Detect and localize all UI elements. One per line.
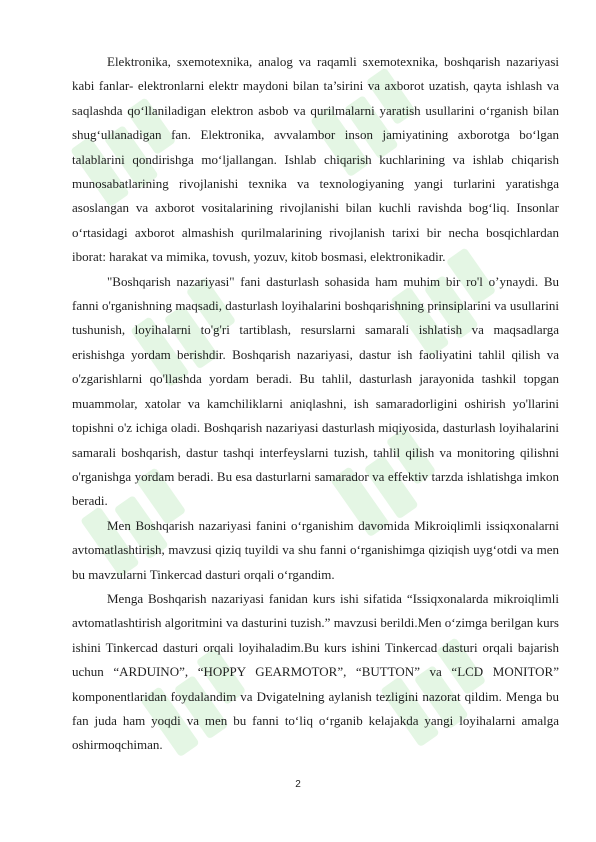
page-number: 2 [295, 779, 301, 790]
document-body [72, 50, 559, 758]
paragraph-3: Men Boshqarish nazariyasi fanini o‘rganishim davomida Mikroiqlimli issiqxonalarni avtomatlashtirish, mavzusi qiziq tuyildi va shu fanni o‘rganishimga qiziqish uyg‘otdi va men bu mavzularni Tinkercad dasturi orqali o‘rgandim. [72, 517, 559, 582]
paragraph-1: Elektronika, sxemotexnika, analog va raqamli sxemotexnika, boshqarish nazariyasi kabi fanlar- elektronlarni elektr maydoni bilan ta’sirini va axborot uzatish, qayta ishlash va saqlashda qo‘llaniladigan elektron asbob va qurilmalarni yaratish usullarini o‘rganish bilan shug‘ullanadigan fan. Elektronika, avvalambor inson jamiyatining axborotga bo‘lgan talablarini qondirishga mo‘ljallangan. Ishlab chiqarish kuchlarining va ishlab chiqarish munosabatlarining rivojlanishi texnika va texnologiyaning yangi turlarini yaratishga asoslangan va axborot vositalarining rivojlanishi bilan kuchli ravishda bog‘liq. Insonlar o‘rtasidagi axborot almashish qurilmalarining rivojlanish tarixi bir necha bosqichlardan iborat: harakat va mimika, tovush, yozuv, kitob bosmasi, elektronikadir. [72, 54, 559, 265]
paragraph-2: "Boshqarish nazariyasi" fani dasturlash sohasida ham muhim bir ro'l o’ynaydi. Bu fanni o'rganishning maqsadi, dasturlash loyihalarini boshqarishning prinsiplarini va usullarini tushunish, loyihalarni to'g'ri tartiblash, resurslarni samarali ishlatish va maqsadlarga erishishga yordam berishdir. Boshqarish nazariyasi, dastur ish faoliyatini tahlil qilish va o'zgarishlarni qo'llashda yordam beradi. Bu tahlil, dasturlash jarayonida tashkil topgan muammolar, xatolar va kamchiliklarni aniqlashni, ish samaradorligini oshirish yo'llarini topishni o'z ichiga oladi. Boshqarish nazariyasi dasturlash miqiyosida, dasturlash loyihalarini samarali boshqarish, dastur tashqi interfeyslarni tuzish, tahlil qilish va monitoring qilishni o'rganishga yordam beradi. Bu esa dasturlarni samarador va effektiv tarzda ishlatishga imkon beradi. [72, 273, 559, 509]
paragraph-4: Menga Boshqarish nazariyasi fanidan kurs ishi sifatida “Issiqxonalarda mikroiqlimli avtomatlashtirish algoritmini va dasturini tuzish.” mavzusi berildi.Men o‘zimga berilgan kurs ishini Tinkercad dasturi orqali loyihaladim.Bu kurs ishini Tinkercad dasturi orqali bajarish uchun “ARDUINO”, “HOPPY GEARMOTOR”, “BUTTON” va “LCD MONITOR” komponentlaridan foydalandim va Dvigatelning aylanish tezligini nazorat qildim. Menga bu fan juda ham yoqdi va men bu fanni to‘liq o‘rganib kelajakda yangi loyihalarni amalga oshirmoqchiman. [72, 590, 559, 753]
